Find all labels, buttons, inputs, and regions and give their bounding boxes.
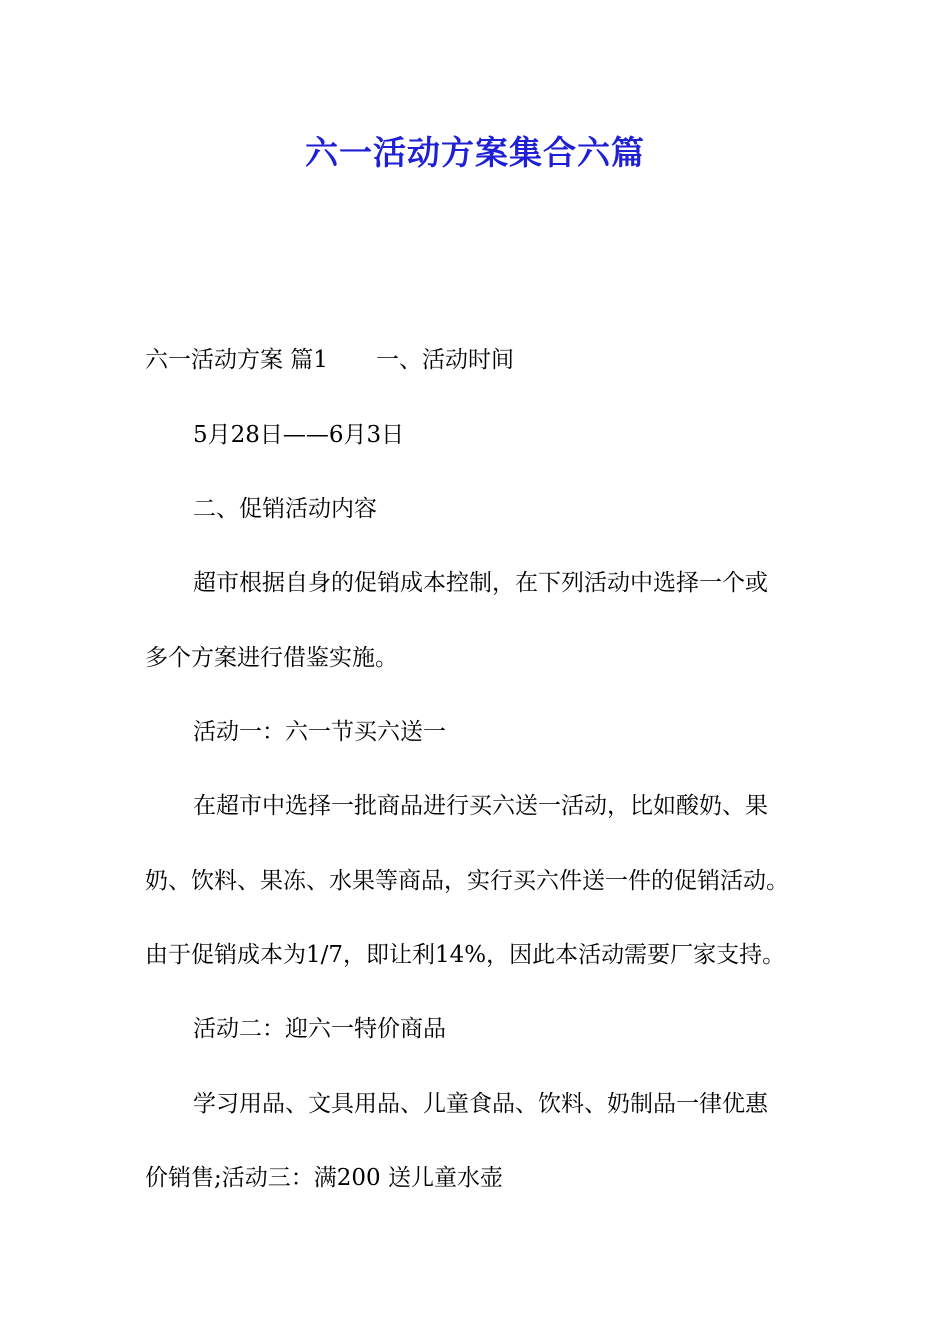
section-heading: 六一活动方案 篇1 bbox=[145, 347, 328, 373]
activity-one-paragraph-line: 在超市中选择一批商品进行买六送一活动，比如酸奶、果 bbox=[193, 793, 768, 819]
document-title: 六一活动方案集合六篇 bbox=[305, 133, 645, 172]
time-heading: 一、活动时间 bbox=[375, 347, 514, 373]
section-heading-line bbox=[145, 345, 825, 375]
intro-paragraph-line: 超市根据自身的促销成本控制，在下列活动中选择一个或 bbox=[193, 570, 768, 596]
activity-two-title: 活动二：迎六一特价商品 bbox=[193, 1016, 446, 1042]
intro-paragraph-line: 多个方案进行借鉴实施。 bbox=[145, 645, 398, 671]
content-heading: 二、促销活动内容 bbox=[193, 496, 377, 522]
activity-two-paragraph-line: 价销售;活动三：满200 送儿童水壶 bbox=[145, 1165, 503, 1191]
activity-one-title: 活动一：六一节买六送一 bbox=[193, 719, 446, 745]
activity-one-paragraph-line: 奶、饮料、果冻、水果等商品，实行买六件送一件的促销活动。 bbox=[145, 868, 789, 894]
activity-one-paragraph-line: 由于促销成本为1/7，即让利14%，因此本活动需要厂家支持。 bbox=[145, 942, 786, 968]
activity-two-paragraph-line: 学习用品、文具用品、儿童食品、饮料、奶制品一律优惠 bbox=[193, 1091, 768, 1117]
date-range: 5月28日——6月3日 bbox=[193, 422, 405, 448]
